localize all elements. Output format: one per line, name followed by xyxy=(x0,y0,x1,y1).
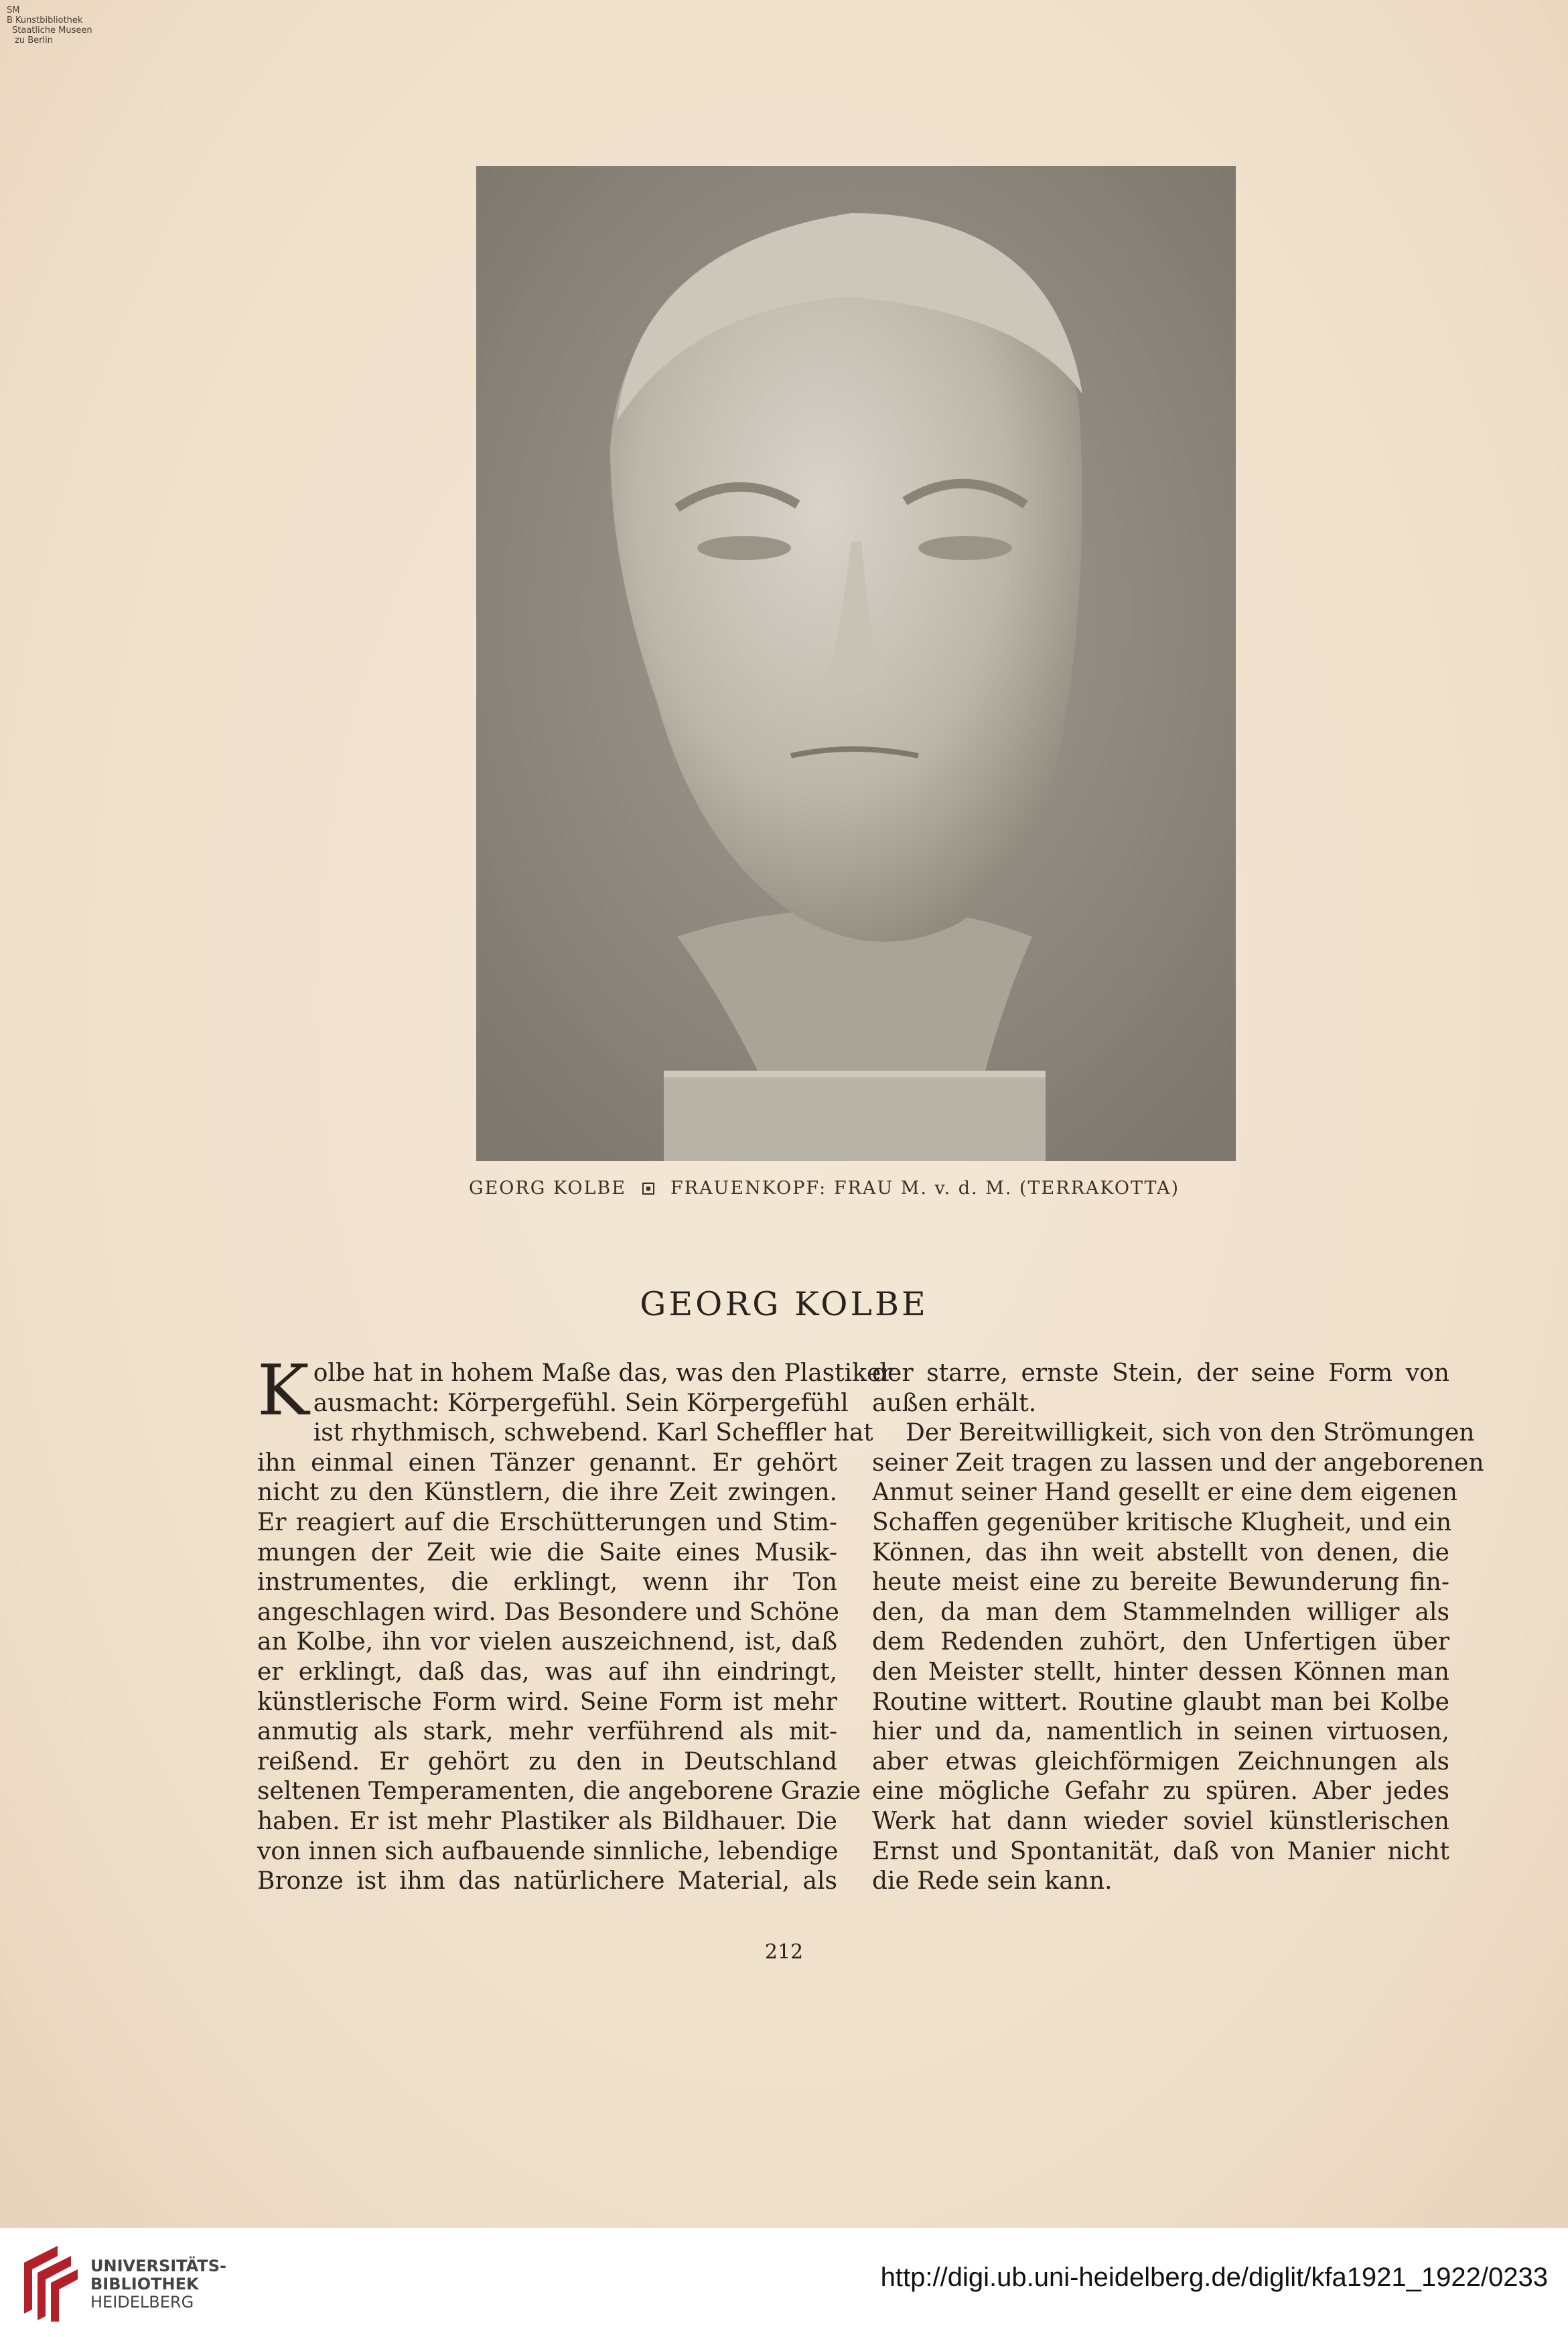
figure-caption xyxy=(469,1178,1246,1199)
stamp-line: SM xyxy=(7,5,20,15)
text-line: nicht zu den Künstlern, die ihre Zeit zwingen. xyxy=(257,1479,837,1507)
digitization-footer xyxy=(0,2228,1568,2337)
library-name-line: BIBLIOTHEK xyxy=(90,2275,199,2293)
text-line: Ernst und Spontanität, daß von Manier nicht xyxy=(872,1837,1449,1865)
text-line: von innen sich aufbauende sinnliche, lebendige xyxy=(257,1837,839,1865)
terracotta-head-image xyxy=(476,166,1236,1161)
text-line: dem Redenden zuhört, den Unfertigen über xyxy=(872,1628,1449,1656)
text-line: außen erhält. xyxy=(872,1389,1037,1417)
text-line: hier und da, namentlich in seinen virtuosen, xyxy=(872,1718,1449,1746)
sculpture-photograph xyxy=(476,166,1236,1161)
page-number: 212 xyxy=(764,1940,804,1964)
text-line: ist rhythmisch, schwebend. Karl Scheffler hat xyxy=(313,1419,873,1447)
library-name xyxy=(90,2257,226,2312)
text-line: Anmut seiner Hand gesellt er eine dem eigenen xyxy=(872,1479,1457,1507)
stamp-line: B Kunstbibliothek xyxy=(7,15,83,25)
article-title: GEORG KOLBE xyxy=(640,1285,928,1323)
text-line: Der Bereitwilligkeit, sich von den Strömungen xyxy=(906,1419,1475,1447)
text-line: mungen der Zeit wie die Saite eines Musik- xyxy=(257,1538,837,1566)
text-line: er erklingt, daß das, was auf ihn eindringt, xyxy=(257,1658,837,1686)
text-line: den Meister stellt, hinter dessen Können man xyxy=(872,1658,1449,1686)
text-line: ihn einmal einen Tänzer genannt. Er gehört xyxy=(257,1449,837,1477)
library-name-line: HEIDELBERG xyxy=(90,2293,194,2312)
text-column-right xyxy=(872,1359,1484,1897)
text-line: künstlerische Form wird. Seine Form ist mehr xyxy=(257,1688,837,1716)
text-line: anmutig als stark, mehr verführend als mit- xyxy=(257,1718,837,1746)
text-line: reißend. Er gehört zu den in Deutschland xyxy=(257,1747,837,1776)
caption-artist: GEORG KOLBE xyxy=(469,1178,626,1199)
square-bullet-icon xyxy=(642,1183,654,1195)
text-line: ausmacht: Körpergefühl. Sein Körpergefühl xyxy=(313,1389,849,1417)
text-line: seiner Zeit tragen zu lassen und der angeborenen xyxy=(872,1449,1484,1477)
text-line: aber etwas gleichförmigen Zeichnungen als xyxy=(872,1747,1449,1776)
university-library-logo-icon xyxy=(17,2243,80,2323)
text-line: Können, das ihn weit abstellt von denen, die xyxy=(872,1538,1449,1566)
text-line: olbe hat in hohem Maße das, was den Plastiker xyxy=(313,1359,893,1387)
text-line: den, da man dem Stammelnden williger als xyxy=(872,1598,1449,1626)
drop-cap: K xyxy=(257,1349,309,1431)
text-line: Schaffen gegenüber kritische Klugheit, und ein xyxy=(872,1508,1452,1536)
text-line: haben. Er ist mehr Plastiker als Bildhauer. Die xyxy=(257,1807,837,1835)
text-line: Routine wittert. Routine glaubt man bei Kolbe xyxy=(872,1688,1449,1716)
text-line: Bronze ist ihm das natürlichere Material, als xyxy=(257,1867,837,1895)
stamp-line: Staatliche Museen xyxy=(12,25,92,36)
text-line: der starre, ernste Stein, der seine Form von xyxy=(872,1359,1449,1387)
text-line: angeschlagen wird. Das Besondere und Schöne xyxy=(257,1598,839,1626)
caption-work: FRAUENKOPF: FRAU M. v. d. M. (TERRAKOTTA) xyxy=(670,1178,1180,1199)
text-line: heute meist eine zu bereite Bewunderung fin- xyxy=(872,1568,1449,1597)
library-stamp xyxy=(7,5,107,46)
text-line: instrumentes, die erklingt, wenn ihr Ton xyxy=(257,1568,837,1597)
permalink-url[interactable]: http://digi.ub.uni-heidelberg.de/diglit/kfa1921_1922/0233 xyxy=(880,2263,1548,2292)
text-line: Werk hat dann wieder soviel künstlerischen xyxy=(872,1807,1449,1835)
text-column-left xyxy=(257,1349,893,1897)
text-line: an Kolbe, ihn vor vielen auszeichnend, ist, daß xyxy=(257,1628,837,1656)
text-line: Er reagiert auf die Erschütterungen und Stim- xyxy=(257,1508,837,1536)
stamp-line: zu Berlin xyxy=(15,36,53,46)
text-line: seltenen Temperamenten, die angeborene Grazie xyxy=(257,1778,861,1806)
text-line: eine mögliche Gefahr zu spüren. Aber jedes xyxy=(872,1778,1449,1806)
library-name-line: UNIVERSITÄTS- xyxy=(90,2257,227,2275)
text-line: die Rede sein kann. xyxy=(872,1867,1113,1895)
